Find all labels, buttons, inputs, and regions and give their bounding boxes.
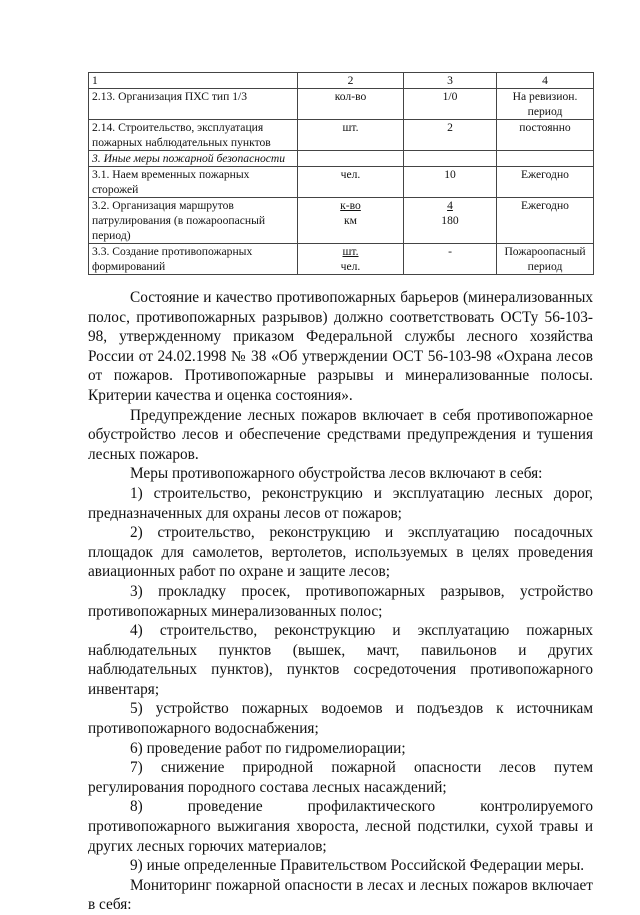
paragraph: Меры противопожарного обустройства лесов включают в себя: <box>130 465 543 483</box>
quantity-cell <box>404 120 497 151</box>
quantity-cell <box>404 244 497 275</box>
empty-cell <box>497 151 594 167</box>
quantity-value: 10 <box>444 168 456 181</box>
list-item: 6) проведение работ по гидромелиорации; <box>130 739 406 757</box>
quantity-value: - <box>448 245 452 258</box>
measure-cell: 3.2. Организация маршрутов патрулирования (в пожароопасный период) <box>89 198 298 244</box>
measure-cell: 2.13. Организация ПХС тип 1/3 <box>89 89 298 120</box>
period-cell: Ежегодно <box>497 198 594 244</box>
table-header-row <box>89 73 594 89</box>
period-cell: Ежегодно <box>497 167 594 198</box>
measure-cell: 3.3. Создание противопожарных формирований <box>89 244 298 275</box>
header-cell: 3 <box>404 73 497 89</box>
section-title: 3. Иные меры пожарной безопасности <box>89 151 298 167</box>
unit-value: шт. <box>342 121 359 134</box>
unit-value-2: км <box>344 214 357 227</box>
list-item: 8) проведение профилактического контролируемого противопожарного выжигания хвороста, лесной подстилки, сухой травы и других лесных горючих материалов; <box>88 798 593 855</box>
empty-cell <box>404 151 497 167</box>
table-row <box>89 89 594 120</box>
paragraph: Мониторинг пожарной опасности в лесах и лесных пожаров включает в себя: <box>88 876 593 914</box>
table-row <box>89 198 594 244</box>
quantity-value: 2 <box>447 121 453 134</box>
period-cell: постоянно <box>497 120 594 151</box>
measure-cell: 3.1. Наем временных пожарных сторожей <box>89 167 298 198</box>
header-cell: 1 <box>89 73 298 89</box>
section-row <box>89 151 594 167</box>
unit-value: к-во <box>340 199 361 212</box>
list-item: 2) строительство, реконструкцию и эксплуатацию посадочных площадок для самолетов, вертолетов, используемых в целях проведения авиационных работ по охране и защите лесов; <box>88 524 593 581</box>
unit-cell <box>298 120 404 151</box>
table-row <box>89 120 594 151</box>
period-cell: Пожароопасный период <box>497 244 594 275</box>
paragraph: Состояние и качество противопожарных барьеров (минерализованных полос, противопожарных разрывов) должно соответствовать ОСТу 56-103-98, утвержденному приказом Федеральной службы лесного хозяйства России от 24.02.1998 № 38 «Об утверждении ОСТ 56-103-98 «Охрана лесов от пожаров. Противопожарные разрывы и минерализованные полосы. Критерии качества и оценка состояния». <box>88 289 593 404</box>
list-item: 4) строительство, реконструкцию и эксплуатацию пожарных наблюдательных пунктов (вышек, мачт, павильонов и других наблюдательных пунктов), пунктов сосредоточения противопожарного инвентаря; <box>88 622 593 698</box>
table-row <box>89 244 594 275</box>
unit-value-2: чел. <box>340 260 361 273</box>
list-item: 9) иные определенные Правительством Российской Федерации меры. <box>130 857 585 875</box>
unit-cell <box>298 244 404 275</box>
list-item: 3) прокладку просек, противопожарных разрывов, устройство противопожарных минерализованных полос; <box>88 582 593 620</box>
body-text <box>88 288 593 915</box>
table-row <box>89 167 594 198</box>
empty-cell <box>298 151 404 167</box>
unit-value: чел. <box>340 168 361 181</box>
measures-table <box>88 72 594 275</box>
quantity-cell <box>404 198 497 244</box>
quantity-value: 4 <box>447 199 453 212</box>
unit-cell <box>298 167 404 198</box>
quantity-cell <box>404 167 497 198</box>
header-cell: 2 <box>298 73 404 89</box>
quantity-value-2: 180 <box>441 214 459 227</box>
quantity-value: 1/0 <box>442 90 458 103</box>
unit-cell <box>298 89 404 120</box>
unit-cell <box>298 198 404 244</box>
quantity-cell <box>404 89 497 120</box>
list-item: 7) снижение природной пожарной опасности лесов путем регулирования породного состава лесных насаждений; <box>88 759 593 796</box>
header-cell: 4 <box>497 73 594 89</box>
period-cell: На ревизион. период <box>497 89 594 120</box>
unit-value: кол-во <box>334 90 367 103</box>
list-item: 1) строительство, реконструкцию и эксплуатацию лесных дорог, предназначенных для охраны лесов от пожаров; <box>88 484 593 522</box>
list-item: 5) устройство пожарных водоемов и подъездов к источникам противопожарного водоснабжения; <box>88 700 593 738</box>
paragraph: Предупреждение лесных пожаров включает в себя противопожарное обустройство лесов и обеспечение средствами предупреждения и тушения лесных пожаров. <box>88 406 593 463</box>
unit-value: шт. <box>342 245 359 258</box>
measure-cell: 2.14. Строительство, эксплуатация пожарных наблюдательных пунктов <box>89 120 298 151</box>
